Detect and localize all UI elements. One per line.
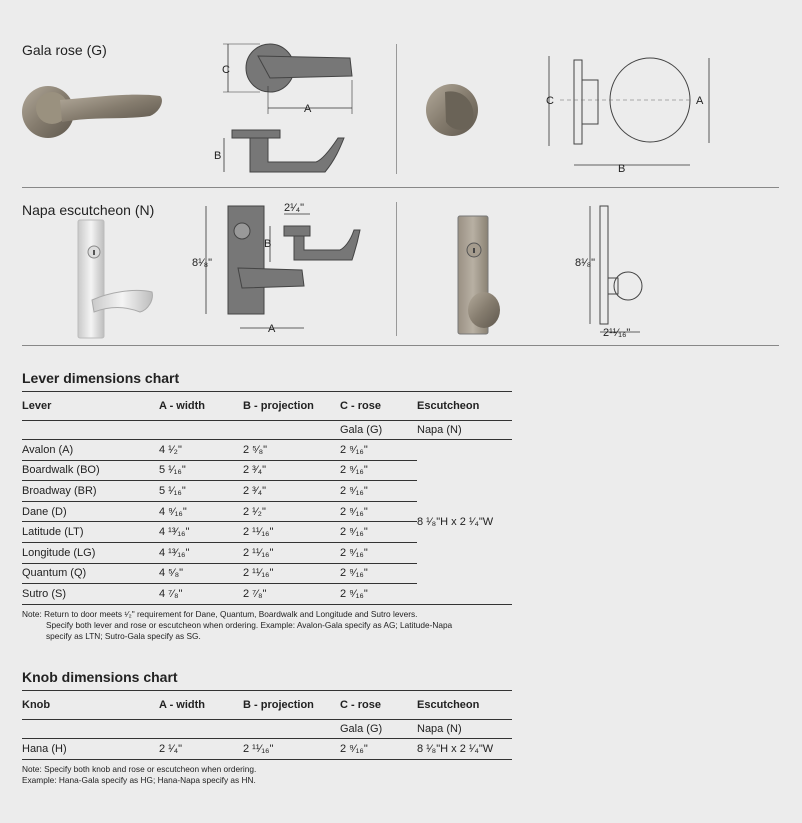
lever-name: Dane (D) xyxy=(22,501,159,522)
napa-knob-height-label: 8¹⁄₈" xyxy=(575,257,596,269)
napa-lever-photo xyxy=(78,220,152,338)
gala-lever-side-drawing xyxy=(224,130,344,172)
napa-knob-side-drawing xyxy=(590,206,642,332)
header-escutcheon: Escutcheon xyxy=(417,691,512,720)
b-projection-value: 2 ¹¹⁄₁₆" xyxy=(243,563,340,584)
lever-note-line-1: Note: Return to door meets ¹⁄₂" requirement for Dane, Quantum, Boardwalk and Longitude and Sutro levers. xyxy=(22,609,418,619)
header-lever: Lever xyxy=(22,392,159,421)
a-width-value: 4 ⁹⁄₁₆" xyxy=(159,501,243,522)
knob-note-line-1: Note: Specify both knob and rose or escutcheon when ordering. xyxy=(22,764,257,774)
c-rose-value: 2 ⁹⁄₁₆" xyxy=(340,542,417,563)
dim-a-label-knob: A xyxy=(696,95,704,107)
a-width-value: 5 ¹⁄₁₆" xyxy=(159,481,243,502)
a-width-value: 4 ⁵⁄₈" xyxy=(159,563,243,584)
subheader-gala: Gala (G) xyxy=(340,421,417,440)
lever-name: Avalon (A) xyxy=(22,440,159,461)
knob-name: Hana (H) xyxy=(22,739,159,760)
a-width-value: 5 ¹⁄₁₆" xyxy=(159,460,243,481)
subheader-gala: Gala (G) xyxy=(340,720,417,739)
lever-name: Longitude (LG) xyxy=(22,542,159,563)
c-rose-value: 2 ⁹⁄₁₆" xyxy=(340,440,417,461)
escutcheon-value: 8 ¹⁄₈"H x 2 ¹⁄₄"W xyxy=(417,440,512,605)
subheader-napa: Napa (N) xyxy=(417,421,512,440)
lever-note xyxy=(22,609,452,642)
header-a-width: A - width xyxy=(159,691,243,720)
subheader-napa: Napa (N) xyxy=(417,720,512,739)
lever-name: Sutro (S) xyxy=(22,584,159,605)
b-projection-value: 2 ³⁄₄" xyxy=(243,481,340,502)
c-rose-value: 2 ⁹⁄₁₆" xyxy=(340,460,417,481)
lever-name: Quantum (Q) xyxy=(22,563,159,584)
b-projection-value: 2 ⁵⁄₈" xyxy=(243,440,340,461)
header-c-rose: C - rose xyxy=(340,392,417,421)
napa-knob-photo xyxy=(458,216,500,334)
c-rose-value: 2 ⁹⁄₁₆" xyxy=(340,739,417,760)
table-row xyxy=(22,739,512,760)
knob-note xyxy=(22,764,256,786)
dim-b-label: B xyxy=(214,150,222,162)
hardware-diagrams xyxy=(0,0,802,350)
dim-a-label: A xyxy=(304,103,312,115)
lever-note-line-2: Specify both lever and rose or escutcheon when ordering. Example: Avalon-Gala specify as AG; Latitude-Napa xyxy=(46,620,453,630)
knob-dimensions-table xyxy=(22,690,512,760)
gala-knob-side-drawing xyxy=(549,56,709,165)
gala-knob-photo xyxy=(426,84,478,136)
lever-name: Boardwalk (BO) xyxy=(22,460,159,481)
header-b-projection: B - projection xyxy=(243,392,340,421)
napa-lever-front-drawing xyxy=(206,206,304,328)
dim-b-label-knob: B xyxy=(618,163,626,175)
napa-height-label: 8¹⁄₈" xyxy=(192,257,213,269)
c-rose-value: 2 ⁹⁄₁₆" xyxy=(340,522,417,543)
lever-dimensions-table xyxy=(22,391,512,605)
c-rose-value: 2 ⁹⁄₁₆" xyxy=(340,501,417,522)
lever-note-line-3: specify as LTN; Sutro-Gala specify as SG. xyxy=(46,631,201,641)
knob-note-line-2: Example: Hana-Gala specify as HG; Hana-Napa specify as HN. xyxy=(22,775,256,785)
c-rose-value: 2 ⁹⁄₁₆" xyxy=(340,481,417,502)
lever-subheader-row xyxy=(22,421,512,440)
b-projection-value: 2 ¹¹⁄₁₆" xyxy=(243,542,340,563)
header-escutcheon: Escutcheon xyxy=(417,392,512,421)
lever-header-row xyxy=(22,392,512,421)
a-width-value: 4 ¹³⁄₁₆" xyxy=(159,542,243,563)
a-width-value: 4 ¹³⁄₁₆" xyxy=(159,522,243,543)
napa-width-label: 2¹⁄₄" xyxy=(284,202,305,214)
b-projection-value: 2 ¹⁄₂" xyxy=(243,501,340,522)
lever-name: Latitude (LT) xyxy=(22,522,159,543)
a-width-value: 2 ¹⁄₄" xyxy=(159,739,243,760)
dim-c-label: C xyxy=(222,64,230,76)
c-rose-value: 2 ⁹⁄₁₆" xyxy=(340,584,417,605)
b-projection-value: 2 ¹¹⁄₁₆" xyxy=(243,522,340,543)
gala-lever-front-drawing xyxy=(223,44,352,114)
header-c-rose: C - rose xyxy=(340,691,417,720)
napa-escutcheon-label: Napa escutcheon (N) xyxy=(22,202,155,218)
dim-b-label-napa: B xyxy=(264,238,272,250)
gala-lever-photo xyxy=(22,86,162,138)
c-rose-value: 2 ⁹⁄₁₆" xyxy=(340,563,417,584)
lever-chart-title: Lever dimensions chart xyxy=(22,370,180,386)
gala-rose-label: Gala rose (G) xyxy=(22,42,107,58)
dim-a-label-napa: A xyxy=(268,323,276,335)
knob-chart-title: Knob dimensions chart xyxy=(22,669,178,685)
a-width-value: 4 ¹⁄₂" xyxy=(159,440,243,461)
header-knob: Knob xyxy=(22,691,159,720)
lever-name: Broadway (BR) xyxy=(22,481,159,502)
table-row xyxy=(22,440,512,461)
header-a-width: A - width xyxy=(159,392,243,421)
knob-header-row xyxy=(22,691,512,720)
a-width-value: 4 ⁷⁄₈" xyxy=(159,584,243,605)
napa-knob-width-label: 2¹¹⁄₁₆" xyxy=(603,327,631,339)
b-projection-value: 2 ³⁄₄" xyxy=(243,460,340,481)
napa-lever-side-drawing xyxy=(270,214,360,262)
escutcheon-value: 8 ¹⁄₈"H x 2 ¹⁄₄"W xyxy=(417,739,512,760)
knob-subheader-row xyxy=(22,720,512,739)
header-b-projection: B - projection xyxy=(243,691,340,720)
b-projection-value: 2 ¹¹⁄₁₆" xyxy=(243,739,340,760)
dim-c-label-knob: C xyxy=(546,95,554,107)
b-projection-value: 2 ⁷⁄₈" xyxy=(243,584,340,605)
